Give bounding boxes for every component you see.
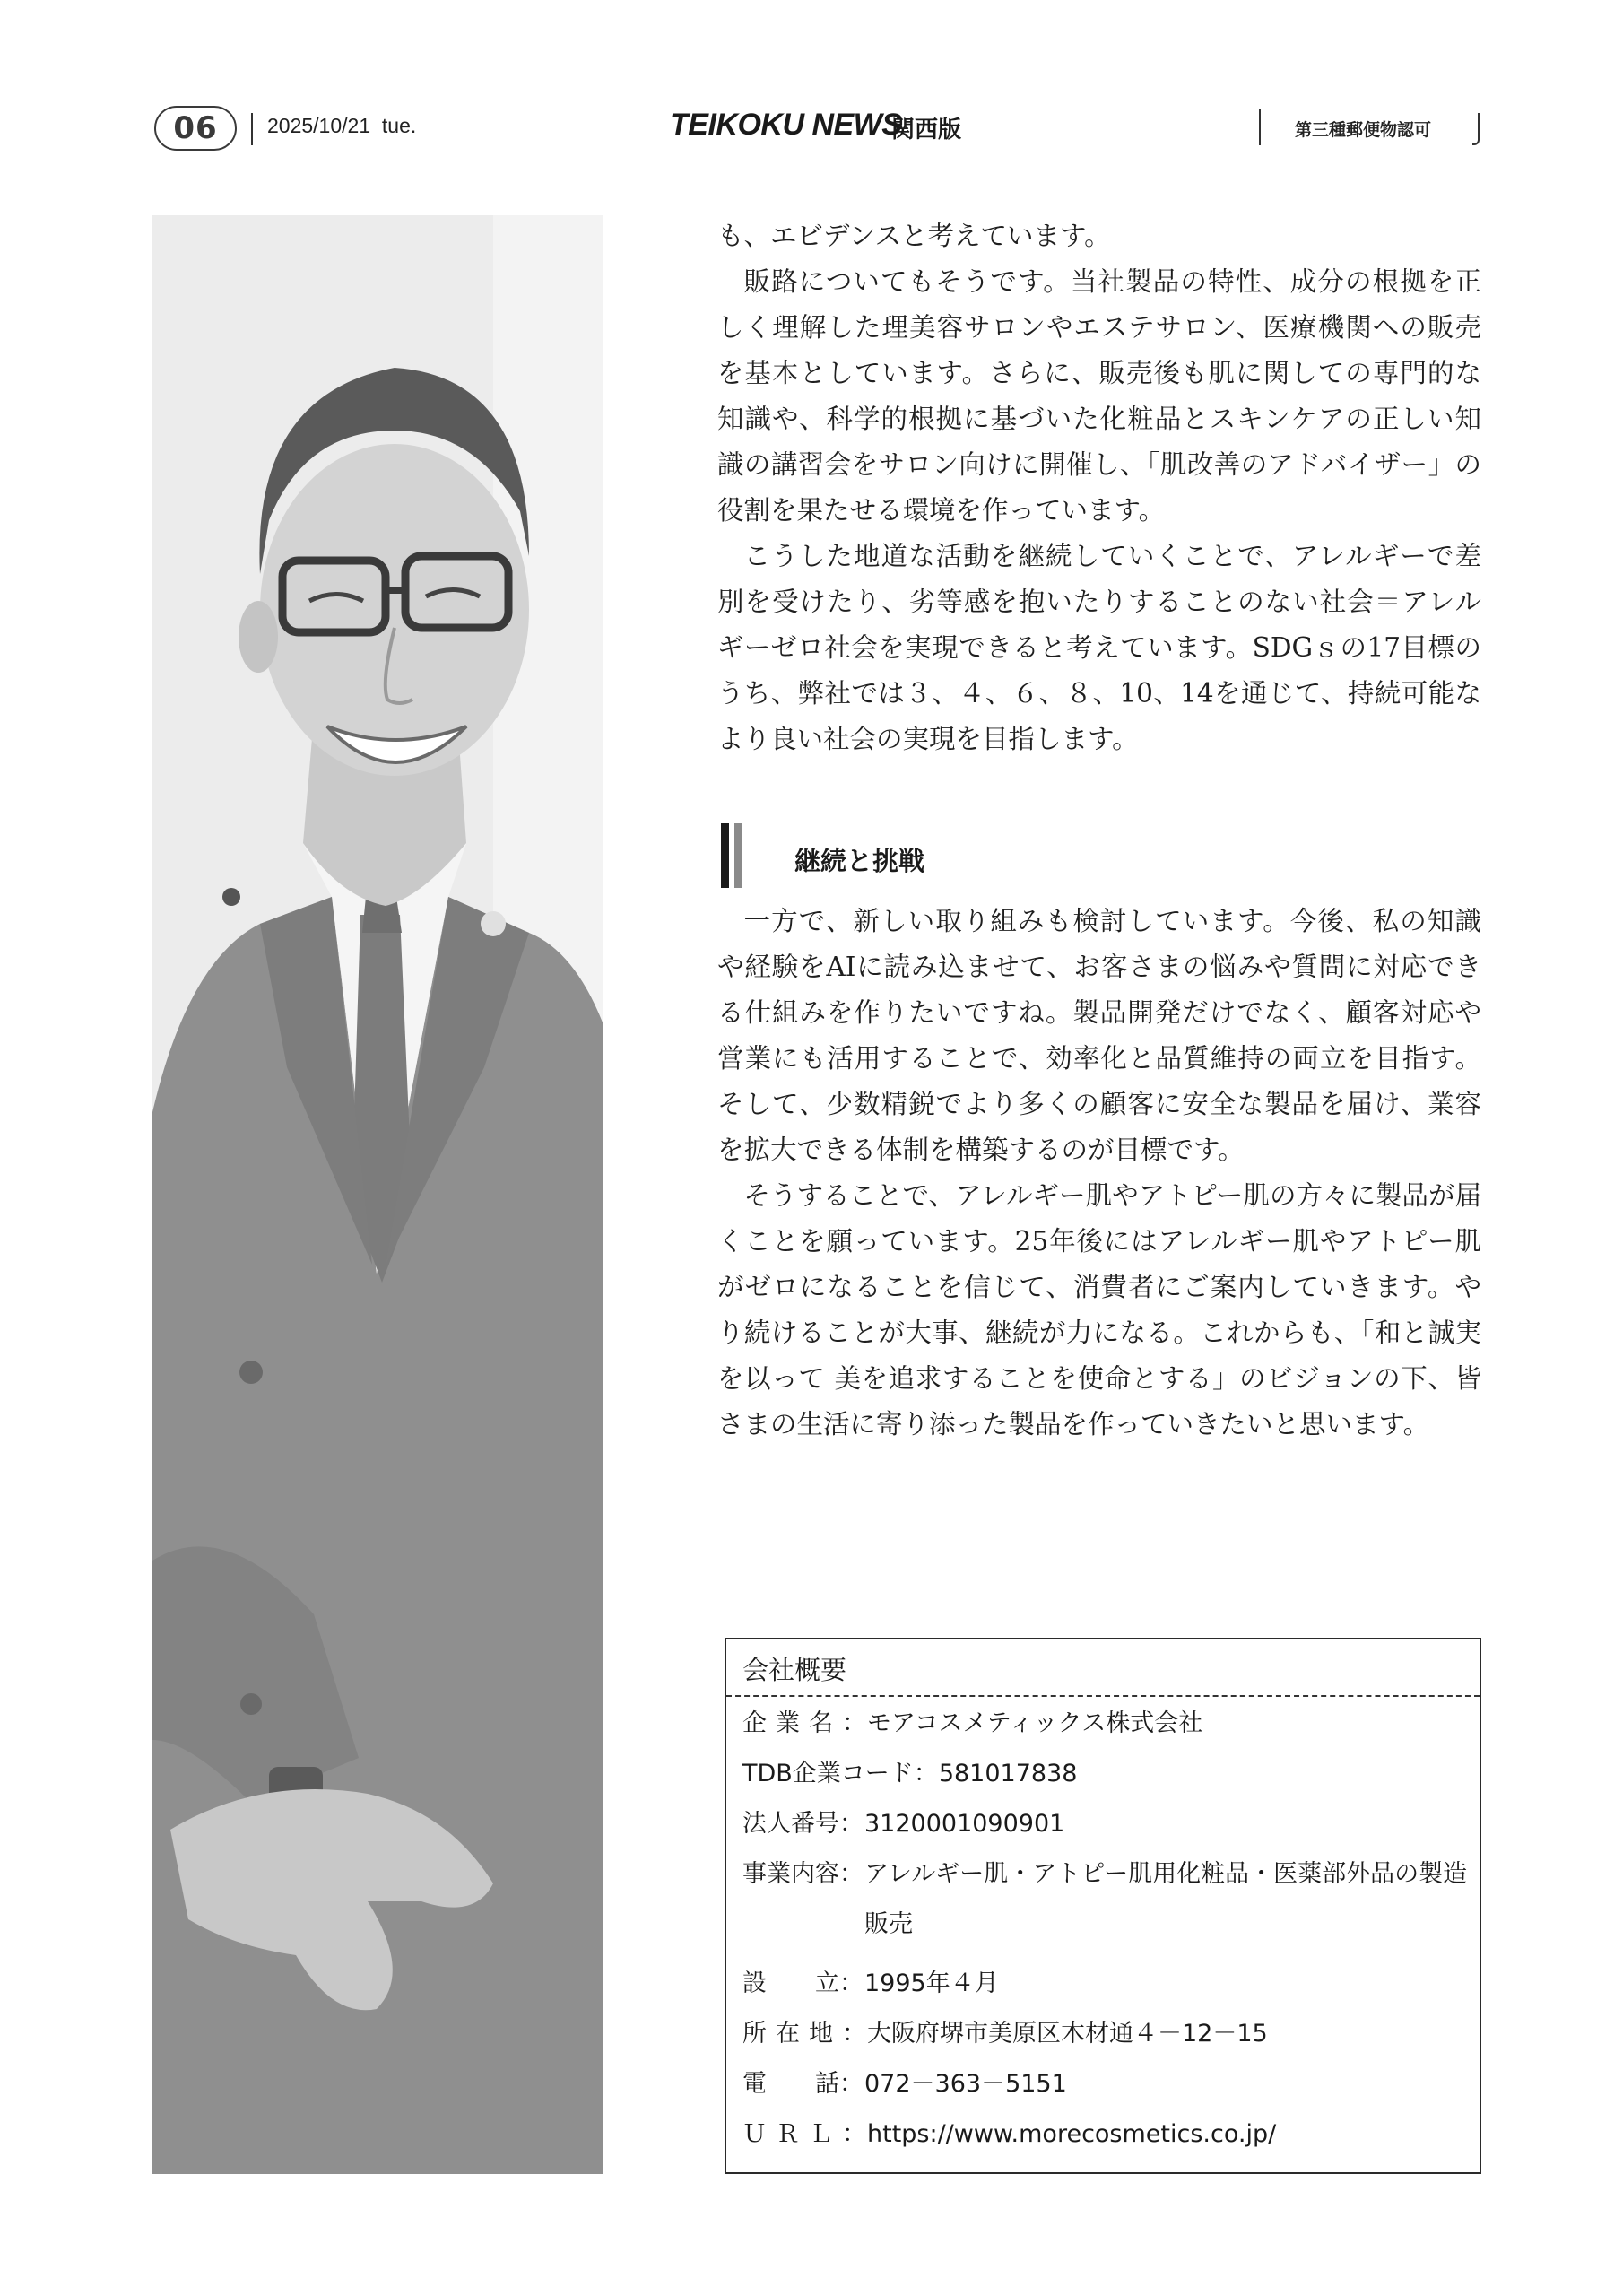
section-heading: [721, 823, 1080, 888]
edition-label: 関西版: [891, 117, 962, 144]
row-label: 電 話: [742, 2070, 839, 2098]
article-paragraph: こうした地道な活動を継続していくことで、アレルギーで差別を受けたり、劣等感を抱いたりすることのない社会＝アレルギーゼロ社会を実現できると考えています。SDGｓの17目標のうち、弊社では３、４、６、８、10、14を通じて、持続可能なより良い社会の実現を目指します。: [717, 541, 1481, 754]
row-label: 設 立: [742, 1970, 839, 1997]
company-row-corporate-number: [742, 1808, 1469, 1840]
company-details: [742, 1708, 1469, 2169]
row-colon: ：: [842, 1709, 866, 1737]
company-row-url: [742, 2118, 1469, 2151]
row-label: 事業内容: [742, 1860, 839, 1888]
article-paragraph: も、エビデンスと考えています。: [717, 221, 1111, 251]
row-label: 法人番号: [742, 1810, 839, 1838]
row-value: 072－363－5151: [864, 2070, 1067, 2098]
company-row-tdb-code: [742, 1758, 1469, 1790]
company-row-business: [742, 1858, 1469, 1950]
page-header: [154, 106, 1480, 151]
header-divider: [251, 113, 253, 145]
article-paragraph: そうすることで、アレルギー肌やアトピー肌の方々に製品が届くことを願っています。25年後にはアレルギー肌やアトピー肌がゼロになることを信じて、消費者にご案内していきます。やり続けることが大事、継続が力になる。これからも、「和と誠実を以って 美を追求することを使命とする」のビジョンの下、皆さまの生活に寄り添った製品を作っていきたいと思います。: [717, 1180, 1481, 1439]
company-overview-box: [725, 1638, 1481, 2174]
row-colon: ：: [839, 1970, 864, 1997]
article-body-top: [717, 213, 1481, 762]
heading-bar-light: [734, 823, 742, 888]
issue-date: 2025/10/21 tue.: [267, 114, 417, 137]
heading-bar-dark: [721, 823, 729, 888]
company-overview-title: 会社概要: [742, 1655, 847, 1685]
postal-permit: 第三種郵便物認可: [1295, 120, 1432, 140]
company-url-link[interactable]: https://www.morecosmetics.co.jp/: [867, 2120, 1277, 2148]
row-value: アレルギー肌・アトピー肌用化粧品・医薬部外品の製造販売: [864, 1860, 1468, 1938]
page-number: 06: [154, 106, 237, 151]
row-colon: ：: [839, 2070, 864, 2098]
article-paragraph: 販路についてもそうです。当社製品の特性、成分の根拠を正しく理解した理美容サロンやエステサロン、医療機関への販売を基本としています。さらに、販売後も肌に関しての専門的な知識や、科学的根拠に基づいた化粧品とスキンケアの正しい知識の講習会をサロン向けに開催し、「肌改善のアドバイザー」の役割を果たせる環境を作っています。: [717, 266, 1481, 526]
company-row-established: [742, 1968, 1469, 2000]
row-value: 1995年４月: [864, 1970, 999, 1997]
company-row-address: [742, 2018, 1469, 2050]
section-title: 継続と挑戦: [794, 846, 925, 876]
article-paragraph: 一方で、新しい取り組みも検討しています。今後、私の知識や経験をAIに読み込ませて、お客さまの悩みや質問に対応できる仕組みを作りたいですね。製品開発だけでなく、顧客対応や営業にも活用することで、効率化と品質維持の両立を目指す。そして、少数精鋭でより多くの顧客に安全な製品を届け、業容を拡大できる体制を構築するのが目標です。: [717, 906, 1481, 1165]
row-label: TDB企業コード: [742, 1760, 914, 1787]
publication-title: TEIKOKU NEWS: [670, 108, 902, 142]
row-colon: ：: [842, 2020, 866, 2048]
header-divider-right: [1259, 109, 1261, 145]
row-value: 3120001090901: [864, 1810, 1065, 1838]
row-colon: ：: [913, 1760, 938, 1787]
row-value: モアコスメティックス株式会社: [867, 1709, 1203, 1737]
row-colon: ：: [839, 1860, 864, 1888]
dashed-divider: [726, 1695, 1480, 1697]
row-label: ＵＲＬ: [742, 2120, 842, 2148]
portrait-photo: [152, 215, 603, 2174]
article-body-bottom: [717, 899, 1481, 1448]
row-value: 大阪府堺市美原区木材通４－12－15: [867, 2020, 1268, 2048]
row-label: 所在地: [742, 2020, 842, 2048]
row-colon: ：: [842, 2120, 866, 2148]
row-value: 581017838: [938, 1760, 1078, 1787]
company-row-phone: [742, 2068, 1469, 2100]
row-label: 企業名: [742, 1709, 842, 1737]
company-row-name: [742, 1708, 1469, 1740]
header-corner-bracket: [1472, 113, 1480, 145]
row-colon: ：: [839, 1810, 864, 1838]
